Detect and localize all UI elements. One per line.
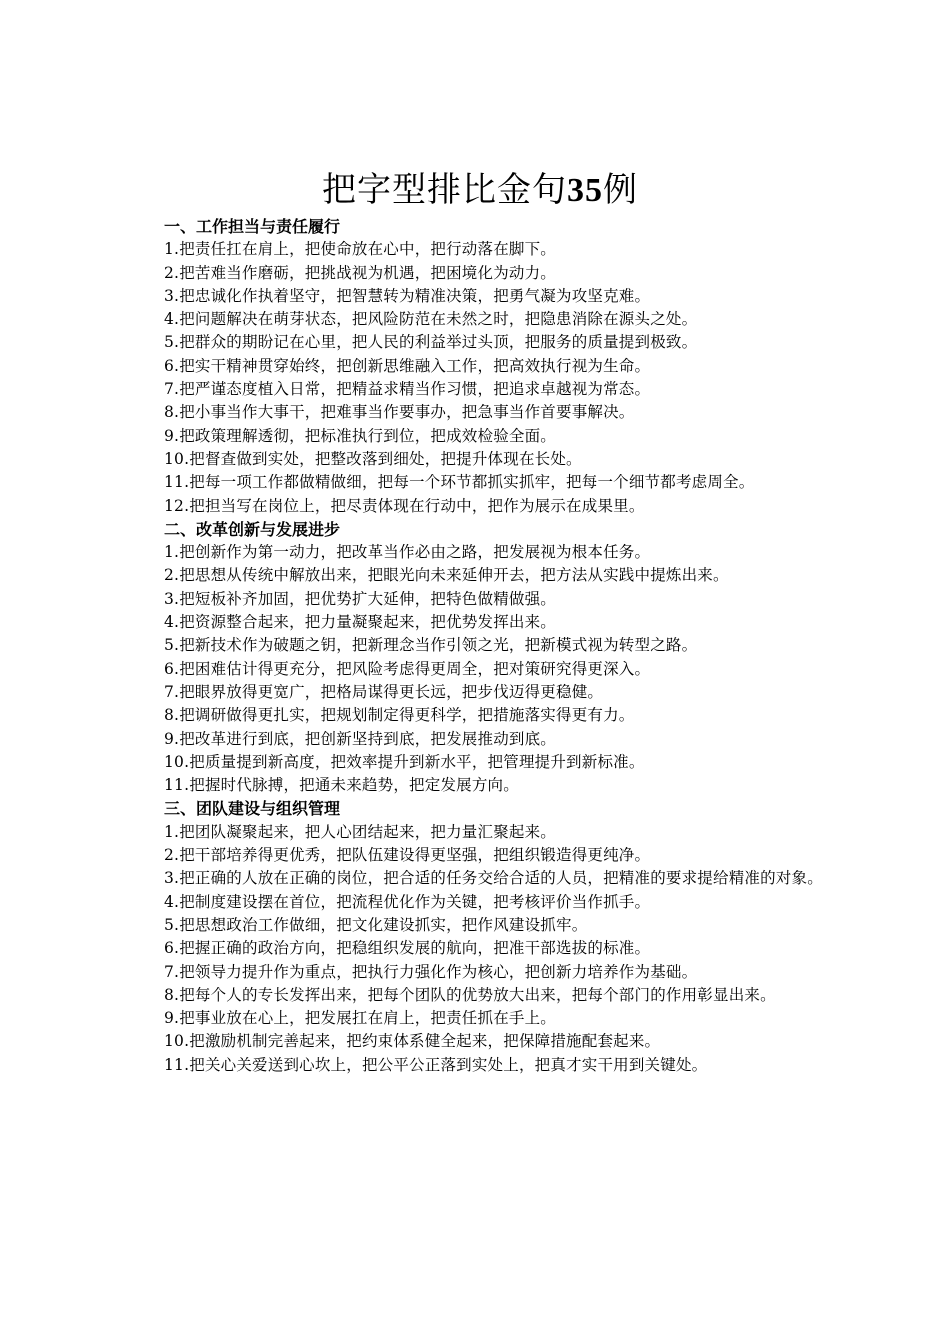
list-item: 10.把质量提到新高度，把效率提升到新水平，把管理提升到新标准。 (164, 752, 645, 771)
section-heading: 三、团队建设与组织管理 (164, 799, 341, 819)
list-item: 5.把新技术作为破题之钥，把新理念当作引领之光，把新模式视为转型之路。 (164, 636, 698, 655)
list-item: 7.把领导力提升作为重点，把执行力强化作为核心，把创新力培养作为基础。 (164, 962, 698, 981)
list-item: 6.把实干精神贯穿始终，把创新思维融入工作，把高效执行视为生命。 (164, 356, 651, 375)
list-item: 7.把严谨态度植入日常，把精益求精当作习惯，把追求卓越视为常态。 (164, 380, 651, 399)
list-item: 10.把督查做到实处，把整改落到细处，把提升体现在长处。 (164, 449, 582, 468)
title-suffix: 例 (603, 170, 638, 210)
document-title (127, 168, 833, 213)
section-2 (127, 518, 833, 798)
list-item: 11.把关心关爱送到心坎上，把公平公正落到实处上，把真才实干用到关键处。 (164, 1055, 708, 1074)
list-item: 2.把思想从传统中解放出来，把眼光向未来延伸开去，把方法从实践中提炼出来。 (164, 566, 729, 585)
list-item: 9.把政策理解透彻，把标准执行到位，把成效检验全面。 (164, 426, 556, 445)
section-heading: 二、改革创新与发展进步 (164, 519, 341, 539)
list-item: 8.把调研做得更扎实，把规划制定得更科学，把措施落实得更有力。 (164, 706, 635, 725)
document-page (127, 168, 833, 1077)
list-item: 4.把资源整合起来，把力量凝聚起来，把优势发挥出来。 (164, 613, 556, 632)
list-item: 9.把改革进行到底，把创新坚持到底，把发展推动到底。 (164, 729, 556, 748)
list-item: 6.把困难估计得更充分，把风险考虑得更周全，把对策研究得更深入。 (164, 659, 651, 678)
list-item: 10.把激励机制完善起来，把约束体系健全起来，把保障措施配套起来。 (164, 1032, 661, 1051)
list-item: 8.把每个人的专长发挥出来，把每个团队的优势放大出来，把每个部门的作用彰显出来。 (164, 985, 776, 1004)
list-item: 4.把问题解决在萌芽状态，把风险防范在未然之时，把隐患消除在源头之处。 (164, 310, 698, 329)
list-item: 5.把思想政治工作做细，把文化建设抓实，把作风建设抓牢。 (164, 915, 588, 934)
list-item: 11.把每一项工作都做精做细，把每一个环节都抓实抓牢，把每一个细节都考虑周全。 (164, 473, 755, 492)
list-item: 3.把正确的人放在正确的岗位，把合适的任务交给合适的人员，把精准的要求提给精准的对象。 (164, 869, 823, 888)
list-item: 1.把责任扛在肩上，把使命放在心中，把行动落在脚下。 (164, 240, 556, 259)
list-item: 7.把眼界放得更宽广，把格局谋得更长远，把步伐迈得更稳健。 (164, 682, 604, 701)
list-item: 1.把团队凝聚起来，把人心团结起来，把力量汇聚起来。 (164, 822, 556, 841)
list-item: 12.把担当写在岗位上，把尽责体现在行动中，把作为展示在成果里。 (164, 496, 645, 515)
list-item: 2.把干部培养得更优秀，把队伍建设得更坚强，把组织锻造得更纯净。 (164, 846, 651, 865)
list-item: 5.把群众的期盼记在心里，把人民的利益举过头顶，把服务的质量提到极致。 (164, 333, 698, 352)
section-heading: 一、工作担当与责任履行 (164, 217, 341, 236)
list-item: 6.把握正确的政治方向，把稳组织发展的航向，把准干部选拔的标准。 (164, 939, 651, 958)
list-item: 8.把小事当作大事干，把难事当作要事办，把急事当作首要事解决。 (164, 403, 635, 422)
sections-container (127, 215, 833, 1077)
list-item: 3.把忠诚化作执着坚守，把智慧转为精准决策，把勇气凝为攻坚克难。 (164, 286, 651, 305)
list-item: 11.把握时代脉搏，把通未来趋势，把定发展方向。 (164, 776, 519, 795)
list-item: 9.把事业放在心上，把发展扛在肩上，把责任抓在手上。 (164, 1009, 556, 1028)
title-text: 把字型排比金句 (322, 170, 567, 210)
list-item: 1.把创新作为第一动力，把改革当作必由之路，把发展视为根本任务。 (164, 543, 651, 562)
list-item: 4.把制度建设摆在首位，把流程优化作为关键，把考核评价当作抓手。 (164, 892, 651, 911)
list-item: 3.把短板补齐加固，把优势扩大延伸，把特色做精做强。 (164, 589, 556, 608)
section-3 (127, 797, 833, 1077)
list-item: 2.把苦难当作磨砺，把挑战视为机遇，把困境化为动力。 (164, 263, 556, 282)
title-number: 35 (567, 172, 603, 209)
section-1 (127, 215, 833, 518)
